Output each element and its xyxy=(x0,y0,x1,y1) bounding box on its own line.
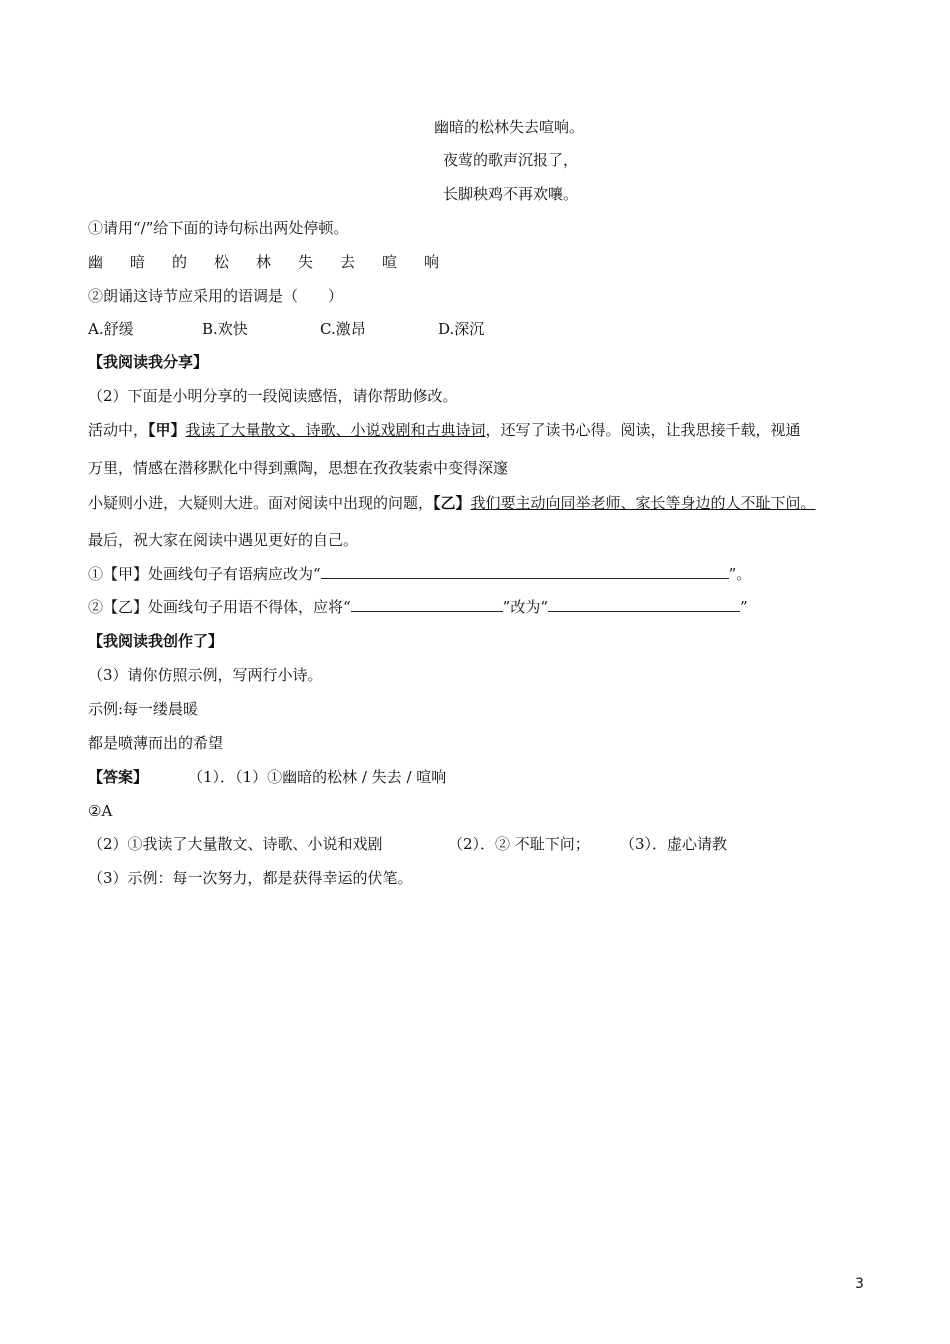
poem-char: 失 xyxy=(298,253,314,271)
question-1-prompt: ①请用“/”给下面的诗句标出两处停顿。 xyxy=(88,219,349,237)
answer-2-1: （2）①我读了大量散文、诗歌、小说和戏剧 xyxy=(88,835,383,853)
text: 小疑则小进，大疑则大进。面对阅读中出现的问题， xyxy=(88,494,434,512)
text: ” xyxy=(740,598,748,616)
share-paragraph-line-4: 最后，祝大家在阅读中遇见更好的自己。 xyxy=(88,531,359,549)
create-heading: 【我阅读我创作了】 xyxy=(88,632,224,650)
poem-char: 喧 xyxy=(382,253,398,271)
text: ”。 xyxy=(728,565,752,583)
poem-char: 松 xyxy=(214,253,230,271)
poem-char: 暗 xyxy=(130,253,146,271)
poem-chars-row xyxy=(88,252,466,272)
answer-label: 【答案】 xyxy=(88,768,149,786)
question-1-prompt-2: ②朗诵这诗节应采用的语调是（ ） xyxy=(88,287,344,305)
poem-char: 幽 xyxy=(88,253,104,271)
answer-1: （1）．（1）①幽暗的松林 / 失去 / 喧响 xyxy=(188,768,447,786)
question-yi-fix xyxy=(88,597,748,617)
example-line-2: 都是喷薄而出的希望 xyxy=(88,734,224,752)
option-c: C.激昂 xyxy=(320,320,366,338)
poem-line-3: 长脚秧鸡不再欢嚷。 xyxy=(443,185,579,203)
option-a: A.舒缓 xyxy=(88,320,134,338)
text: 活动中， xyxy=(88,421,149,439)
answer-blank-yi-revised[interactable] xyxy=(548,597,740,612)
question-jia-fix xyxy=(88,564,751,584)
text: ①【甲】处画线句子有语病应改为“ xyxy=(88,565,321,583)
option-b: B.欢快 xyxy=(202,320,248,338)
underlined-sentence-yi: 我们要主动向同举老师、家长等身边的人不耻下问。 xyxy=(470,494,816,512)
answer-blank-yi-original[interactable] xyxy=(351,597,503,612)
answer-row-2: ②A xyxy=(88,802,113,820)
page-number: 3 xyxy=(855,1276,864,1292)
share-paragraph-line-3 xyxy=(88,493,816,513)
text: ，还写了读书心得。阅读，让我思接千载，视通 xyxy=(485,421,801,439)
option-d: D.深沉 xyxy=(438,320,485,338)
poem-line-2: 夜莺的歌声沉报了， xyxy=(443,151,579,169)
share-paragraph-line-2: 万里，情感在潜移默化中得到熏陶，思想在孜孜装索中变得深邃 xyxy=(88,459,509,477)
underlined-sentence-jia: 我读了大量散文、诗歌、小说戏剧和古典诗词 xyxy=(185,421,486,439)
text: ”改为“ xyxy=(502,598,549,616)
answer-row-1 xyxy=(88,767,446,787)
poem-char: 林 xyxy=(256,253,272,271)
poem-char: 去 xyxy=(340,253,356,271)
answer-3: （3）．虚心请教 xyxy=(620,835,728,853)
create-prompt: （3）请你仿照示例，写两行小诗。 xyxy=(88,666,323,684)
poem-char: 的 xyxy=(172,253,188,271)
text: ②【乙】处画线句子用语不得体，应将“ xyxy=(88,598,351,616)
options-row xyxy=(88,319,484,339)
poem-line-1: 幽暗的松林失去喧响。 xyxy=(434,118,585,136)
poem-char: 响 xyxy=(424,253,440,271)
tag-jia: 【甲】 xyxy=(148,421,186,439)
answer-2-2: （2）．② 不耻下问； xyxy=(448,835,590,853)
share-paragraph-line-1 xyxy=(88,420,801,440)
share-heading: 【我阅读我分享】 xyxy=(88,353,209,371)
share-prompt: （2）下面是小明分享的一段阅读感悟，请你帮助修改。 xyxy=(88,387,458,405)
answer-row-3 xyxy=(88,834,727,854)
answer-row-4: （3）示例：每一次努力，都是获得幸运的伏笔。 xyxy=(88,869,413,887)
example-line-1: 示例:每一缕晨暖 xyxy=(88,700,199,718)
answer-blank-jia[interactable] xyxy=(321,564,729,579)
tag-yi: 【乙】 xyxy=(433,494,471,512)
